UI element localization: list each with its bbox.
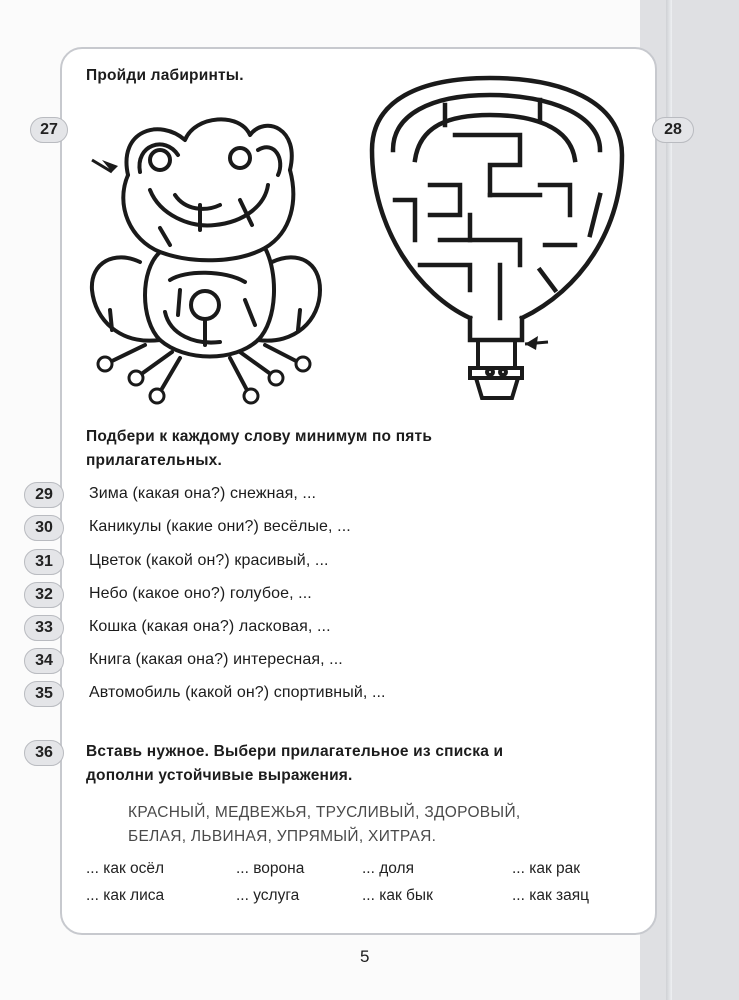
task-number-34: 34 xyxy=(24,648,64,674)
task-33-text: Кошка (какая она?) ласковая, ... xyxy=(89,618,331,635)
task-number-35: 35 xyxy=(24,681,64,707)
task-number-36: 36 xyxy=(24,740,64,766)
word-list-line2: БЕЛАЯ, ЛЬВИНАЯ, УПРЯМЫЙ, ХИТРАЯ. xyxy=(128,828,437,845)
task-number-31: 31 xyxy=(24,549,64,575)
task-30-text: Каникулы (какие они?) весёлые, ... xyxy=(89,518,351,535)
task-32-text: Небо (какое оно?) голубое, ... xyxy=(89,585,312,602)
expression-7: ... как бык xyxy=(362,887,433,904)
maze-task-heading: Пройди лабиринты. xyxy=(86,67,244,84)
adjective-task-heading-line1: Подбери к каждому слову минимум по пять xyxy=(86,428,433,445)
task-number-33: 33 xyxy=(24,615,64,641)
expression-1: ... как осёл xyxy=(86,860,165,877)
insert-task-heading-line2: дополни устойчивые выражения. xyxy=(86,767,353,784)
expression-2: ... ворона xyxy=(236,860,305,877)
task-35-text: Автомобиль (какой он?) спортивный, ... xyxy=(89,684,386,701)
insert-task-heading-line1: Вставь нужное. Выбери прилагательное из списка и xyxy=(86,743,504,760)
expression-3: ... доля xyxy=(362,860,414,877)
page-number: 5 xyxy=(360,947,370,966)
expression-8: ... как заяц xyxy=(512,887,590,904)
expression-6: ... услуга xyxy=(236,887,300,904)
task-29-text: Зима (какая она?) снежная, ... xyxy=(89,485,317,502)
task-number-28: 28 xyxy=(652,117,694,143)
word-list-line1: КРАСНЫЙ, МЕДВЕЖЬЯ, ТРУСЛИВЫЙ, ЗДОРОВЫЙ, xyxy=(128,804,521,821)
adjective-task-heading-line2: прилагательных. xyxy=(86,452,223,469)
task-number-30: 30 xyxy=(24,515,64,541)
task-number-29: 29 xyxy=(24,482,64,508)
expression-4: ... как рак xyxy=(512,860,581,877)
task-34-text: Книга (какая она?) интересная, ... xyxy=(89,651,343,668)
task-31-text: Цветок (какой он?) красивый, ... xyxy=(89,552,329,569)
expression-5: ... как лиса xyxy=(86,887,165,904)
task-number-27: 27 xyxy=(30,117,68,143)
task-number-32: 32 xyxy=(24,582,64,608)
